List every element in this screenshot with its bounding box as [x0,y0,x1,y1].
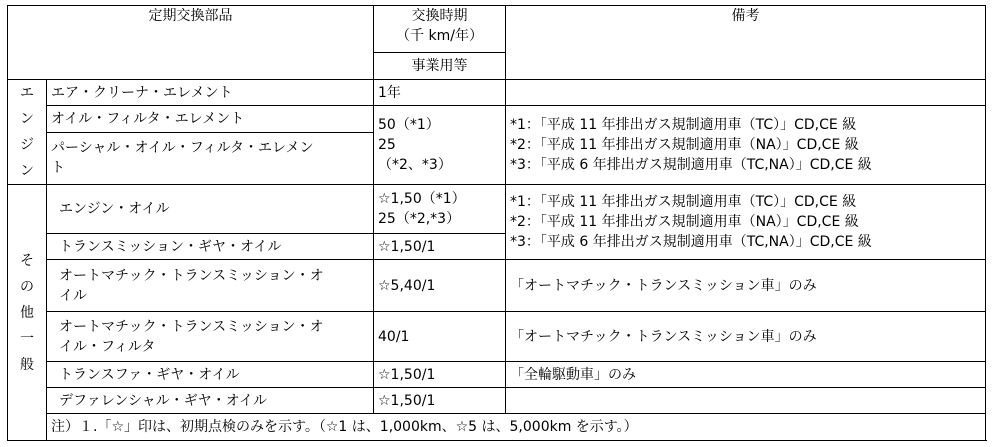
interval-value: ☆1,50/1 [374,362,506,388]
part-name: オートマチック・トランスミッション・オ イル [47,260,374,312]
group-label-engine: エ ン ジ ン [8,80,47,185]
interval-value: ☆1,50/1 [374,388,506,414]
part-name: エア・クリーナ・エレメント [47,80,374,106]
group-label-other: そ の 他 一 般 [8,185,47,441]
interval-value: 1年 [374,80,506,106]
header-interval-sub: 事業用等 [374,53,506,80]
footnote: 注）１.「☆」印は、初期点検のみを示す。（☆1 は、1,000km、☆5 は、5,000km を示す。） [47,414,986,441]
interval-value: 40/1 [374,312,506,362]
header-interval [374,6,506,53]
part-name: エンジン・オイル [47,185,374,234]
part-name: デファレンシャル・ギヤ・オイル [47,388,374,414]
remark-cell [506,388,986,414]
remark-cell: 「オートマチック・トランスミッション車」のみ [506,260,986,312]
part-name: オイル・フィルタ・エレメント [47,106,374,133]
maintenance-table [7,5,986,441]
interval-value: ☆1,50/1 [374,234,506,260]
header-interval-line1: 交換時期 [411,8,468,24]
remark-cell: 「全輪駆動車」のみ [506,362,986,388]
part-name: パーシャル・オイル・フィルタ・エレメン ト [47,132,374,185]
remark-cell: 「オートマチック・トランスミッション車」のみ [506,312,986,362]
header-interval-line2: （千 km/年） [396,28,483,44]
interval-value: 50（*1） 25 （*2、*3） [374,106,506,185]
part-name: トランスミッション・ギヤ・オイル [47,234,374,260]
part-name: トランスファ・ギヤ・オイル [47,362,374,388]
interval-value: ☆1,50（*1） 25（*2,*3） [374,185,506,234]
part-name: オートマチック・トランスミッション・オ イル・フィルタ [47,312,374,362]
header-remarks: 備考 [506,6,986,80]
interval-value: ☆5,40/1 [374,260,506,312]
remark-cell: *1：「平成 11 年排出ガス規制適用車（TC）」CD,CE 級 *2：「平成 11 年排出ガス規制適用車（NA）」CD,CE 級 *3：「平成 6 年排出ガス規制適用車（TC,NA）」CD,CE 級 [506,106,986,185]
header-parts: 定期交換部品 [8,6,374,80]
remark-cell: *1：「平成 11 年排出ガス規制適用車（TC）」CD,CE 級 *2：「平成 11 年排出ガス規制適用車（NA）」CD,CE 級 *3：「平成 6 年排出ガス規制適用車（TC,NA）」CD,CE 級 [506,185,986,260]
remark-cell [506,80,986,106]
